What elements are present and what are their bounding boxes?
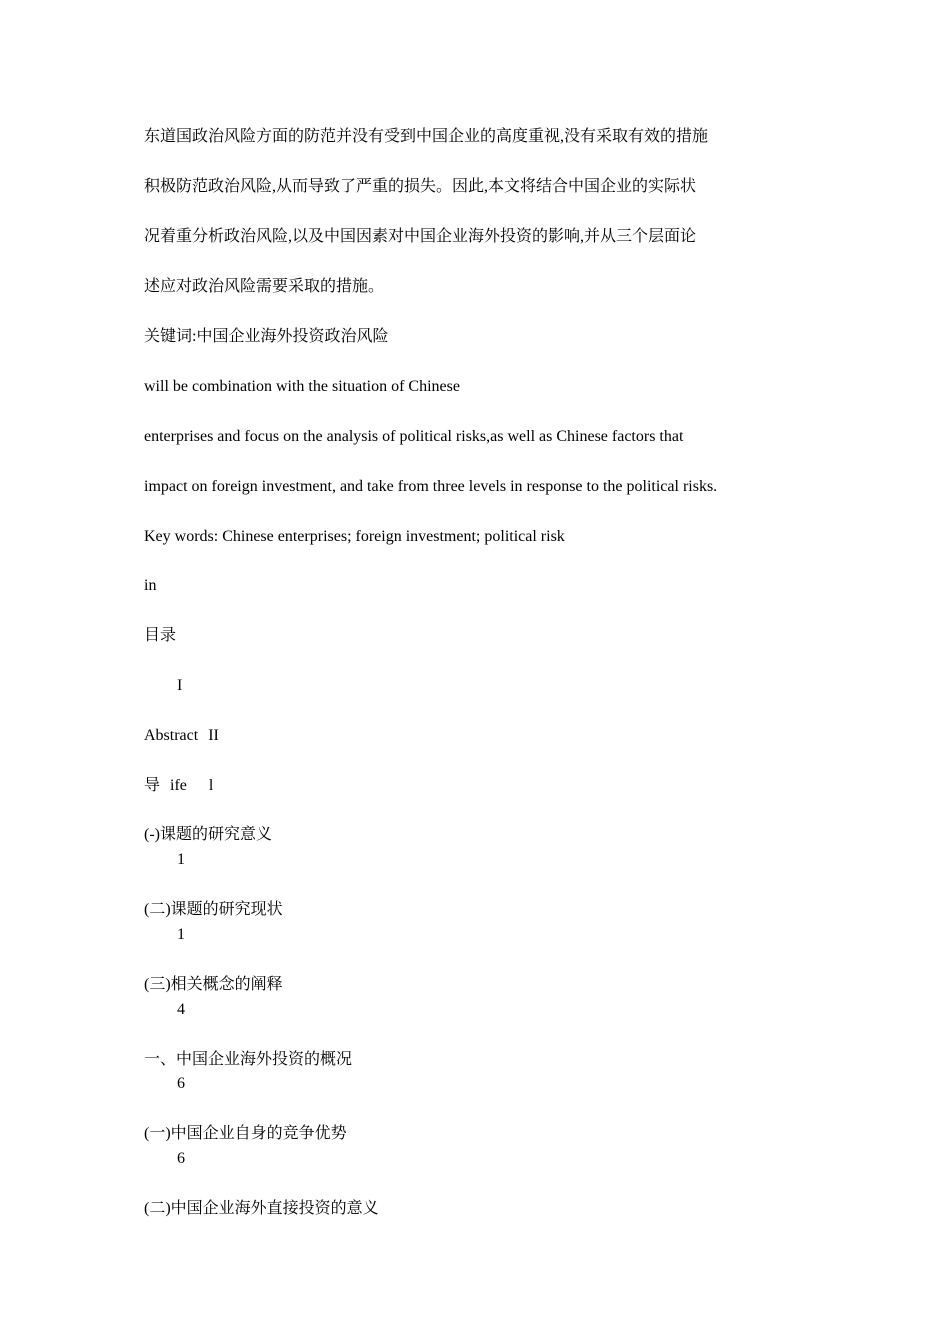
toc-title: 目录 <box>144 627 177 644</box>
toc-entry-label: Abstract <box>144 727 199 744</box>
toc-entry-page: 6 <box>177 1075 185 1092</box>
toc-entry-label: (一)中国企业自身的竞争优势 <box>144 1125 347 1142</box>
abstract-en-line-3: impact on foreign investment, and take from three levels in response to the political risks. <box>144 478 718 495</box>
page-marker: in <box>144 577 157 594</box>
abstract-cn-line-1: 东道国政治风险方面的防范并没有受到中国企业的高度重视,没有采取有效的措施 <box>144 128 709 145</box>
toc-entry-page: 4 <box>177 1001 185 1018</box>
abstract-cn-line-3: 况着重分析政治风险,以及中国因素对中国企业海外投资的影响,并从三个层面论 <box>144 228 697 245</box>
keywords-cn: 关键词:中国企业海外投资政治风险 <box>144 328 389 345</box>
toc-entry-intro <box>144 776 213 796</box>
abstract-cn-line-4: 述应对政治风险需要采取的措施。 <box>144 278 385 295</box>
toc-entry-label: (-)课题的研究意义 <box>144 826 272 843</box>
toc-entry-page: 1 <box>177 851 185 868</box>
toc-entry-page: l <box>208 777 214 794</box>
toc-entry-label: (二)课题的研究现状 <box>144 901 283 918</box>
toc-entry-page: 6 <box>177 1150 185 1167</box>
toc-entry-extra: ife <box>170 777 187 794</box>
toc-entry-abstract <box>144 726 219 746</box>
toc-entry-page: 1 <box>177 926 185 943</box>
keywords-en: Key words: Chinese enterprises; foreign investment; political risk <box>144 528 565 545</box>
toc-entry-page: II <box>208 727 219 744</box>
toc-entry-label: 一、中国企业海外投资的概况 <box>144 1051 353 1068</box>
toc-entry-label: (二)中国企业海外直接投资的意义 <box>144 1200 379 1217</box>
abstract-cn-line-2: 积极防范政治风险,从而导致了严重的损失。因此,本文将结合中国企业的实际状 <box>144 178 697 195</box>
toc-entry-label: (三)相关概念的阐释 <box>144 976 283 993</box>
toc-first-page-number: I <box>177 677 183 694</box>
abstract-en-line-1: will be combination with the situation of Chinese <box>144 378 460 395</box>
abstract-en-line-2: enterprises and focus on the analysis of political risks,as well as Chinese factors that <box>144 428 684 445</box>
toc-entry-label: 导 <box>144 777 161 794</box>
